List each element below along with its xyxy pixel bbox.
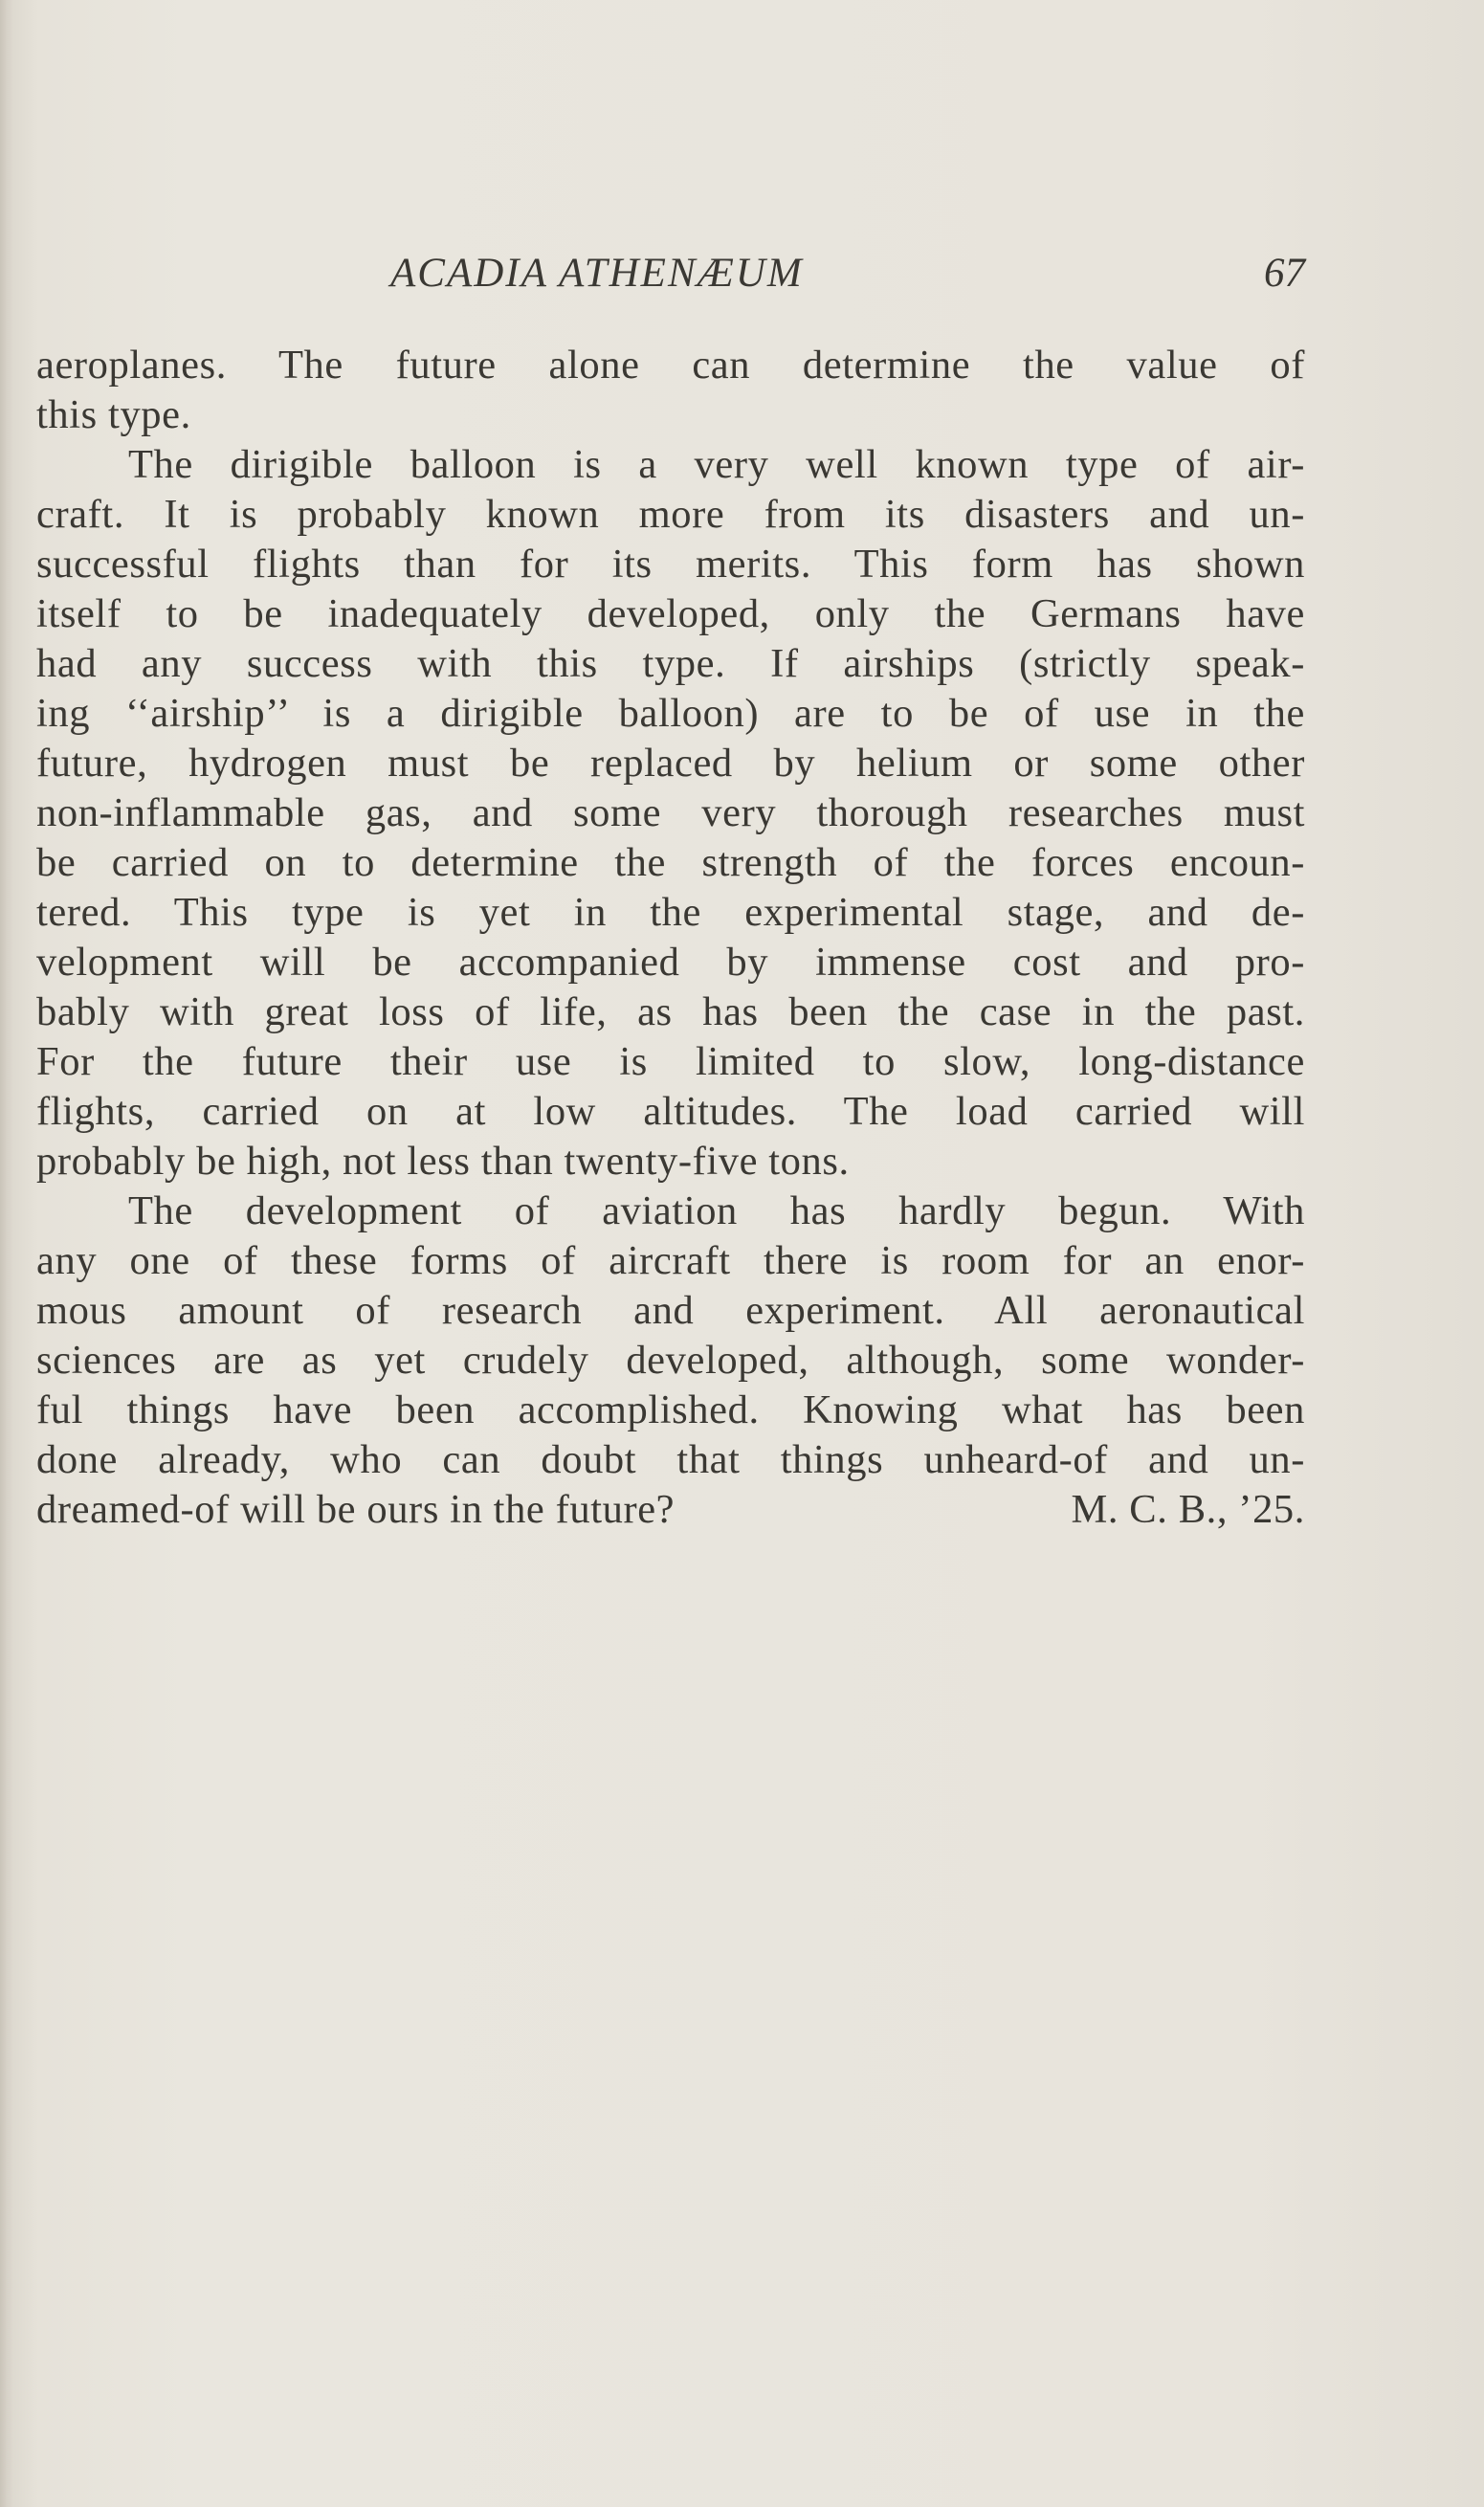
text-line: any one of these forms of aircraft there is room for an enor- xyxy=(36,1238,1305,1283)
text-line: The dirigible balloon is a very well known type of air- xyxy=(128,442,1305,487)
text-line: craft. It is probably known more from its disasters and un- xyxy=(36,492,1305,537)
text-line: done already, who can doubt that things unheard-of and un- xyxy=(36,1437,1305,1482)
text-line: probably be high, not less than twenty-five tons. xyxy=(36,1139,850,1184)
text-line: mous amount of research and experiment. All aeronautical xyxy=(36,1288,1305,1333)
text-line: ful things have been accomplished. Knowing what has been xyxy=(36,1387,1305,1432)
text-line: aeroplanes. The future alone can determine the value of xyxy=(36,343,1305,388)
author-signature: M. C. B., ’25. xyxy=(1071,1487,1305,1532)
text-line: sciences are as yet crudely developed, although, some wonder- xyxy=(36,1338,1305,1383)
text-line: this type. xyxy=(36,392,191,437)
closing-line xyxy=(36,1485,1305,1535)
running-header xyxy=(36,245,1305,302)
running-title: ACADIA ATHENÆUM xyxy=(390,251,804,296)
text-line: The development of aviation has hardly begun. With xyxy=(128,1188,1305,1233)
text-line: itself to be inadequately developed, only the Germans have xyxy=(36,591,1305,636)
text-line: future, hydrogen must be replaced by helium or some other xyxy=(36,741,1305,786)
page-number: 67 xyxy=(1264,251,1305,296)
text-line: successful flights than for its merits. This form has shown xyxy=(36,542,1305,587)
text-line: flights, carried on at low altitudes. The load carried will xyxy=(36,1089,1305,1134)
text-line: had any success with this type. If airships (strictly speak- xyxy=(36,641,1305,686)
body-text xyxy=(36,341,1305,1535)
text-line: velopment will be accompanied by immense cost and pro- xyxy=(36,940,1305,985)
text-line: be carried on to determine the strength of the forces encoun- xyxy=(36,840,1305,885)
text-line: non-inflammable gas, and some very thorough researches must xyxy=(36,790,1305,835)
text-line: bably with great loss of life, as has been the case in the past. xyxy=(36,989,1305,1034)
gutter-edge xyxy=(0,0,13,2507)
text-line: ing ‘‘airship’’ is a dirigible balloon) are to be of use in the xyxy=(36,691,1305,736)
closing-text: dreamed-of will be ours in the future? xyxy=(36,1487,676,1532)
text-line: For the future their use is limited to slow, long-distance xyxy=(36,1039,1305,1084)
text-line: tered. This type is yet in the experimental stage, and de- xyxy=(36,890,1305,935)
